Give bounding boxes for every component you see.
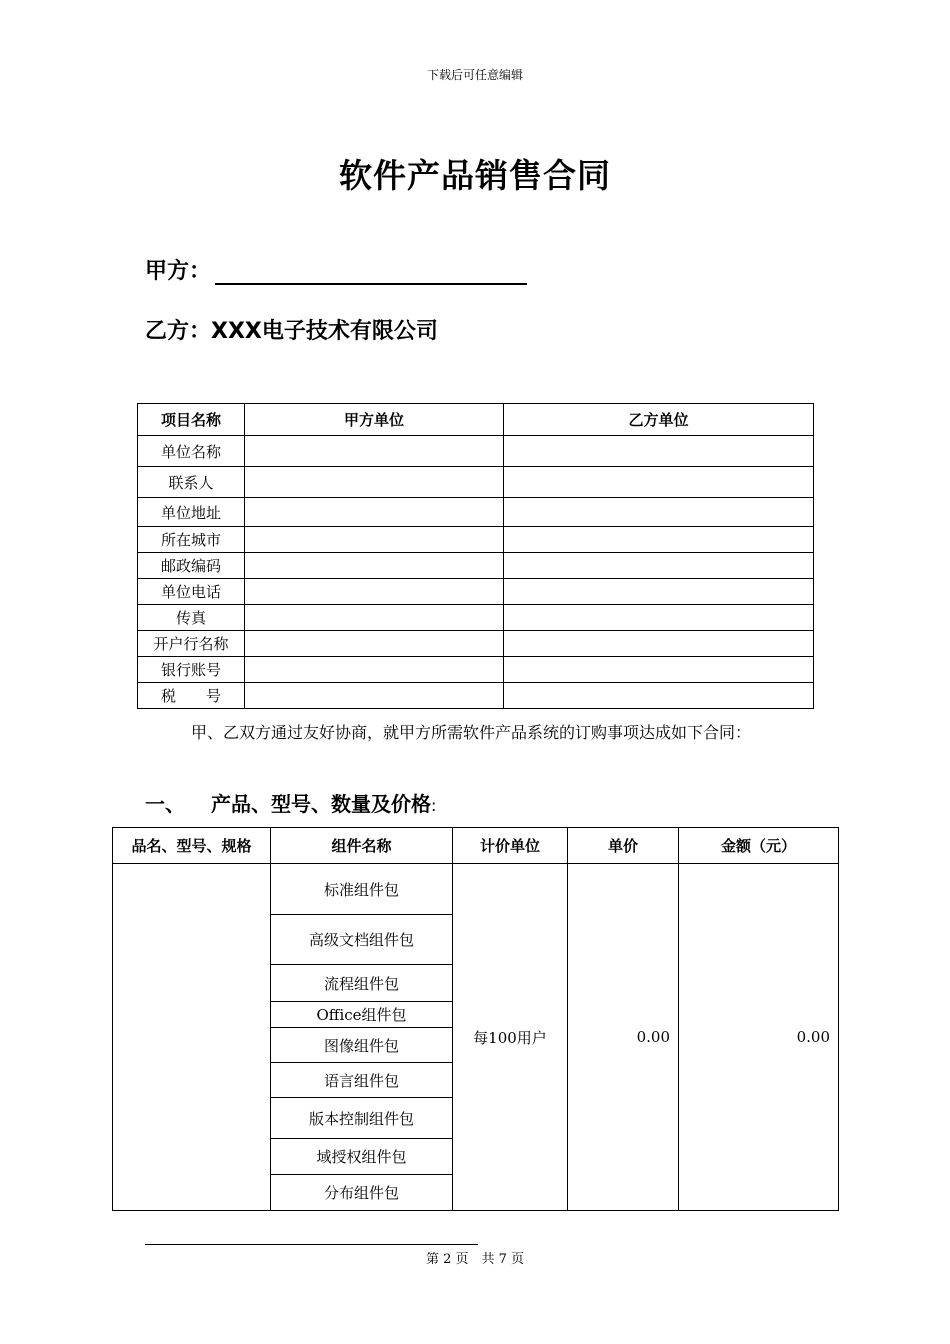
- table-header-cell: 项目名称: [138, 404, 245, 436]
- table-row: [113, 864, 839, 915]
- party-a-cell[interactable]: [245, 527, 504, 553]
- table-header-cell: 甲方单位: [245, 404, 504, 436]
- intro-text: 甲、乙双方通过友好协商，就甲方所需软件产品系统的订购事项达成如下合同：: [191, 723, 752, 742]
- table-header-row: [138, 404, 814, 436]
- party-a-cell[interactable]: [245, 467, 504, 498]
- party-a-cell[interactable]: [245, 498, 504, 527]
- party-b-line: 乙方：XXX电子技术有限公司: [145, 319, 438, 344]
- table-header-cell: 乙方单位: [504, 404, 814, 436]
- section-title: 产品、型号、数量及价格: [211, 792, 431, 816]
- row-label: 传真: [138, 605, 245, 631]
- table-row: [138, 579, 814, 605]
- component-name: 标准组件包: [271, 864, 453, 915]
- party-a-label: 甲方：: [145, 259, 212, 284]
- component-name: 图像组件包: [271, 1028, 453, 1063]
- section-number: 一、: [145, 792, 185, 816]
- table-header-row: [113, 828, 839, 864]
- party-a-line: [145, 254, 527, 285]
- pricing-unit: 每100用户: [453, 864, 568, 1211]
- row-label: 开户行名称: [138, 631, 245, 657]
- section-heading: [145, 788, 436, 817]
- component-name: 流程组件包: [271, 965, 453, 1002]
- party-a-cell[interactable]: [245, 631, 504, 657]
- table-row: [138, 436, 814, 467]
- row-label: 邮政编码: [138, 553, 245, 579]
- party-b-cell[interactable]: [504, 498, 814, 527]
- row-label: 单位电话: [138, 579, 245, 605]
- party-b-cell[interactable]: [504, 436, 814, 467]
- table-row: [138, 631, 814, 657]
- party-a-cell[interactable]: [245, 436, 504, 467]
- table-row: [138, 467, 814, 498]
- product-table: [112, 827, 839, 1211]
- component-name: Office组件包: [271, 1002, 453, 1028]
- party-a-blank[interactable]: [215, 263, 527, 285]
- row-label: 单位名称: [138, 436, 245, 467]
- component-name: 版本控制组件包: [271, 1098, 453, 1139]
- amount: 0.00: [679, 864, 839, 1211]
- product-spec-cell[interactable]: [113, 864, 271, 1211]
- table-header-cell: 金额（元）: [679, 828, 839, 864]
- party-b-cell[interactable]: [504, 579, 814, 605]
- intro-paragraph: [145, 714, 815, 751]
- party-a-cell[interactable]: [245, 553, 504, 579]
- row-label: 单位地址: [138, 498, 245, 527]
- table-header-cell: 单价: [568, 828, 679, 864]
- component-name: 语言组件包: [271, 1063, 453, 1098]
- unit-price: 0.00: [568, 864, 679, 1211]
- party-a-cell[interactable]: [245, 605, 504, 631]
- party-b-cell[interactable]: [504, 657, 814, 683]
- party-a-cell[interactable]: [245, 657, 504, 683]
- party-b-cell[interactable]: [504, 527, 814, 553]
- footer-divider: [145, 1244, 478, 1245]
- table-row: [138, 657, 814, 683]
- party-b-cell[interactable]: [504, 467, 814, 498]
- document-title: 软件产品销售合同: [339, 156, 611, 195]
- table-row: [138, 553, 814, 579]
- table-row: [138, 527, 814, 553]
- table-row: [138, 498, 814, 527]
- row-label: 联系人: [138, 467, 245, 498]
- party-a-cell[interactable]: [245, 579, 504, 605]
- party-a-cell[interactable]: [245, 683, 504, 709]
- party-b-cell[interactable]: [504, 553, 814, 579]
- table-header-cell: 组件名称: [271, 828, 453, 864]
- page-number: 第 2 页 共 7 页: [425, 1252, 525, 1267]
- table-header-cell: 品名、型号、规格: [113, 828, 271, 864]
- table-row: [138, 683, 814, 709]
- party-info-table: [137, 403, 814, 709]
- table-header-cell: 计价单位: [453, 828, 568, 864]
- section-colon: :: [431, 796, 437, 815]
- party-b-cell[interactable]: [504, 631, 814, 657]
- component-name: 分布组件包: [271, 1175, 453, 1211]
- party-b-cell[interactable]: [504, 683, 814, 709]
- party-b-cell[interactable]: [504, 605, 814, 631]
- row-label: 银行账号: [138, 657, 245, 683]
- row-label: 税 号: [138, 683, 245, 709]
- component-name: 域授权组件包: [271, 1139, 453, 1175]
- header-note: 下载后可任意编辑: [426, 68, 523, 82]
- component-name: 高级文档组件包: [271, 915, 453, 965]
- table-row: [138, 605, 814, 631]
- row-label: 所在城市: [138, 527, 245, 553]
